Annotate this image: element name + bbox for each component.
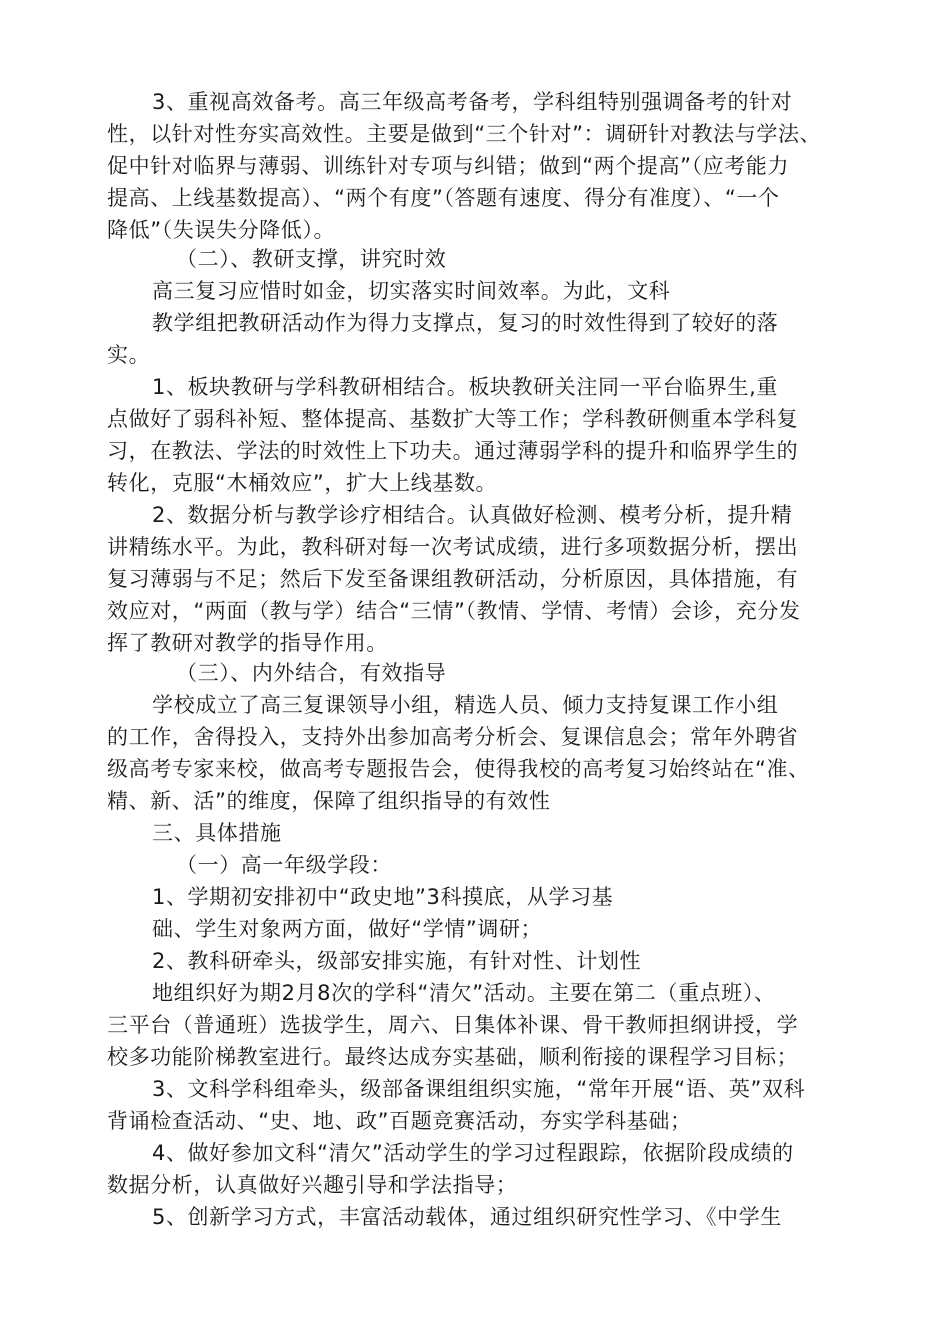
text-line: 降低”（失误失分降低）。 — [107, 218, 336, 242]
text-line: 教学组把教研活动作为得力支撑点，复习的时效性得到了较好的落 — [152, 311, 779, 335]
text-line: 5、创新学习方式，丰富活动载体，通过组织研究性学习、《中学生 — [152, 1205, 782, 1229]
text-line: 3、重视高效备考。高三年级高考备考，学科组特别强调备考的针对 — [152, 90, 793, 114]
section-heading: （二）、教研支撑，讲究时效 — [176, 247, 447, 271]
text-line: 校多功能阶梯教室进行。最终达成夯实基础，顺利衔接的课程学习目标； — [107, 1045, 799, 1069]
text-line: 2、教科研牵头，级部安排实施，有针对性、计划性 — [152, 949, 642, 973]
text-line: 背诵检查活动、“史、地、政”百题竞赛活动，夯实学科基础； — [107, 1109, 692, 1133]
text-line: 3、文科学科组牵头，级部备课组组织实施，“常年开展“语、英”双科 — [152, 1077, 806, 1101]
text-line: 效应对，“两面（教与学）结合“三情”（教情、学情、考情）会诊，充分发 — [107, 599, 801, 623]
text-line: 性，以针对性夯实高效性。主要是做到“三个针对”：调研针对教法与学法、 — [107, 122, 822, 146]
text-line: 提高、上线基数提高）、“两个有度”（答题有速度、得分有准度）、“一个 — [107, 186, 780, 210]
text-line: 精、新、活”的维度，保障了组织指导的有效性 — [107, 789, 551, 813]
text-line: 转化，克服“木桶效应”，扩大上线基数。 — [107, 471, 498, 495]
text-line: 促中针对临界与薄弱、训练针对专项与纠错；做到“两个提高”（应考能力 — [107, 154, 790, 178]
text-line: 高三复习应惜时如金，切实落实时间效率。为此，文科 — [152, 279, 671, 303]
text-line: 点做好了弱科补短、整体提高、基数扩大等工作；学科教研侧重本学科复 — [107, 407, 799, 431]
text-line: 级高考专家来校，做高考专题报告会，使得我校的高考复习始终站在“准、 — [107, 757, 810, 781]
text-line: 讲精练水平。为此，教科研对每一次考试成绩，进行多项数据分析，摆出 — [107, 535, 799, 559]
section-heading: （三）、内外结合，有效指导 — [176, 661, 447, 685]
text-line: 地组织好为期2月8次的学科“清欠”活动。主要在第二（重点班）、 — [152, 981, 776, 1005]
text-line: 4、做好参加文科“清欠”活动学生的学习过程跟踪，依据阶段成绩的 — [152, 1141, 794, 1165]
text-line: 复习薄弱与不足；然后下发至备课组教研活动，分析原因，具体措施，有 — [107, 567, 799, 591]
text-line: 1、学期初安排初中“政史地”3科摸底，从学习基 — [152, 885, 614, 909]
text-line: 三平台（普通班）选拔学生，周六、日集体补课、骨干教师担纲讲授，学 — [107, 1013, 799, 1037]
text-line: 的工作，舍得投入，支持外出参加高考分析会、复课信息会；常年外聘省 — [107, 725, 799, 749]
section-heading: （一）高一年级学段： — [176, 853, 392, 877]
text-line: 数据分析，认真做好兴趣引导和学法指导； — [107, 1173, 518, 1197]
text-line: 习，在教法、学法的时效性上下功夫。通过薄弱学科的提升和临界学生的 — [107, 439, 799, 463]
text-line: 学校成立了高三复课领导小组，精选人员、倾力支持复课工作小组 — [152, 693, 779, 717]
text-line: 1、板块教研与学科教研相结合。板块教研关注同一平台临界生,重 — [152, 375, 779, 399]
text-line: 实。 — [107, 343, 151, 367]
text-line: 2、数据分析与教学诊疗相结合。认真做好检测、模考分析，提升精 — [152, 503, 793, 527]
text-line: 础、学生对象两方面，做好“学情”调研； — [152, 917, 543, 941]
section-heading: 三、具体措施 — [152, 821, 282, 845]
text-line: 挥了教研对教学的指导作用。 — [107, 631, 388, 655]
